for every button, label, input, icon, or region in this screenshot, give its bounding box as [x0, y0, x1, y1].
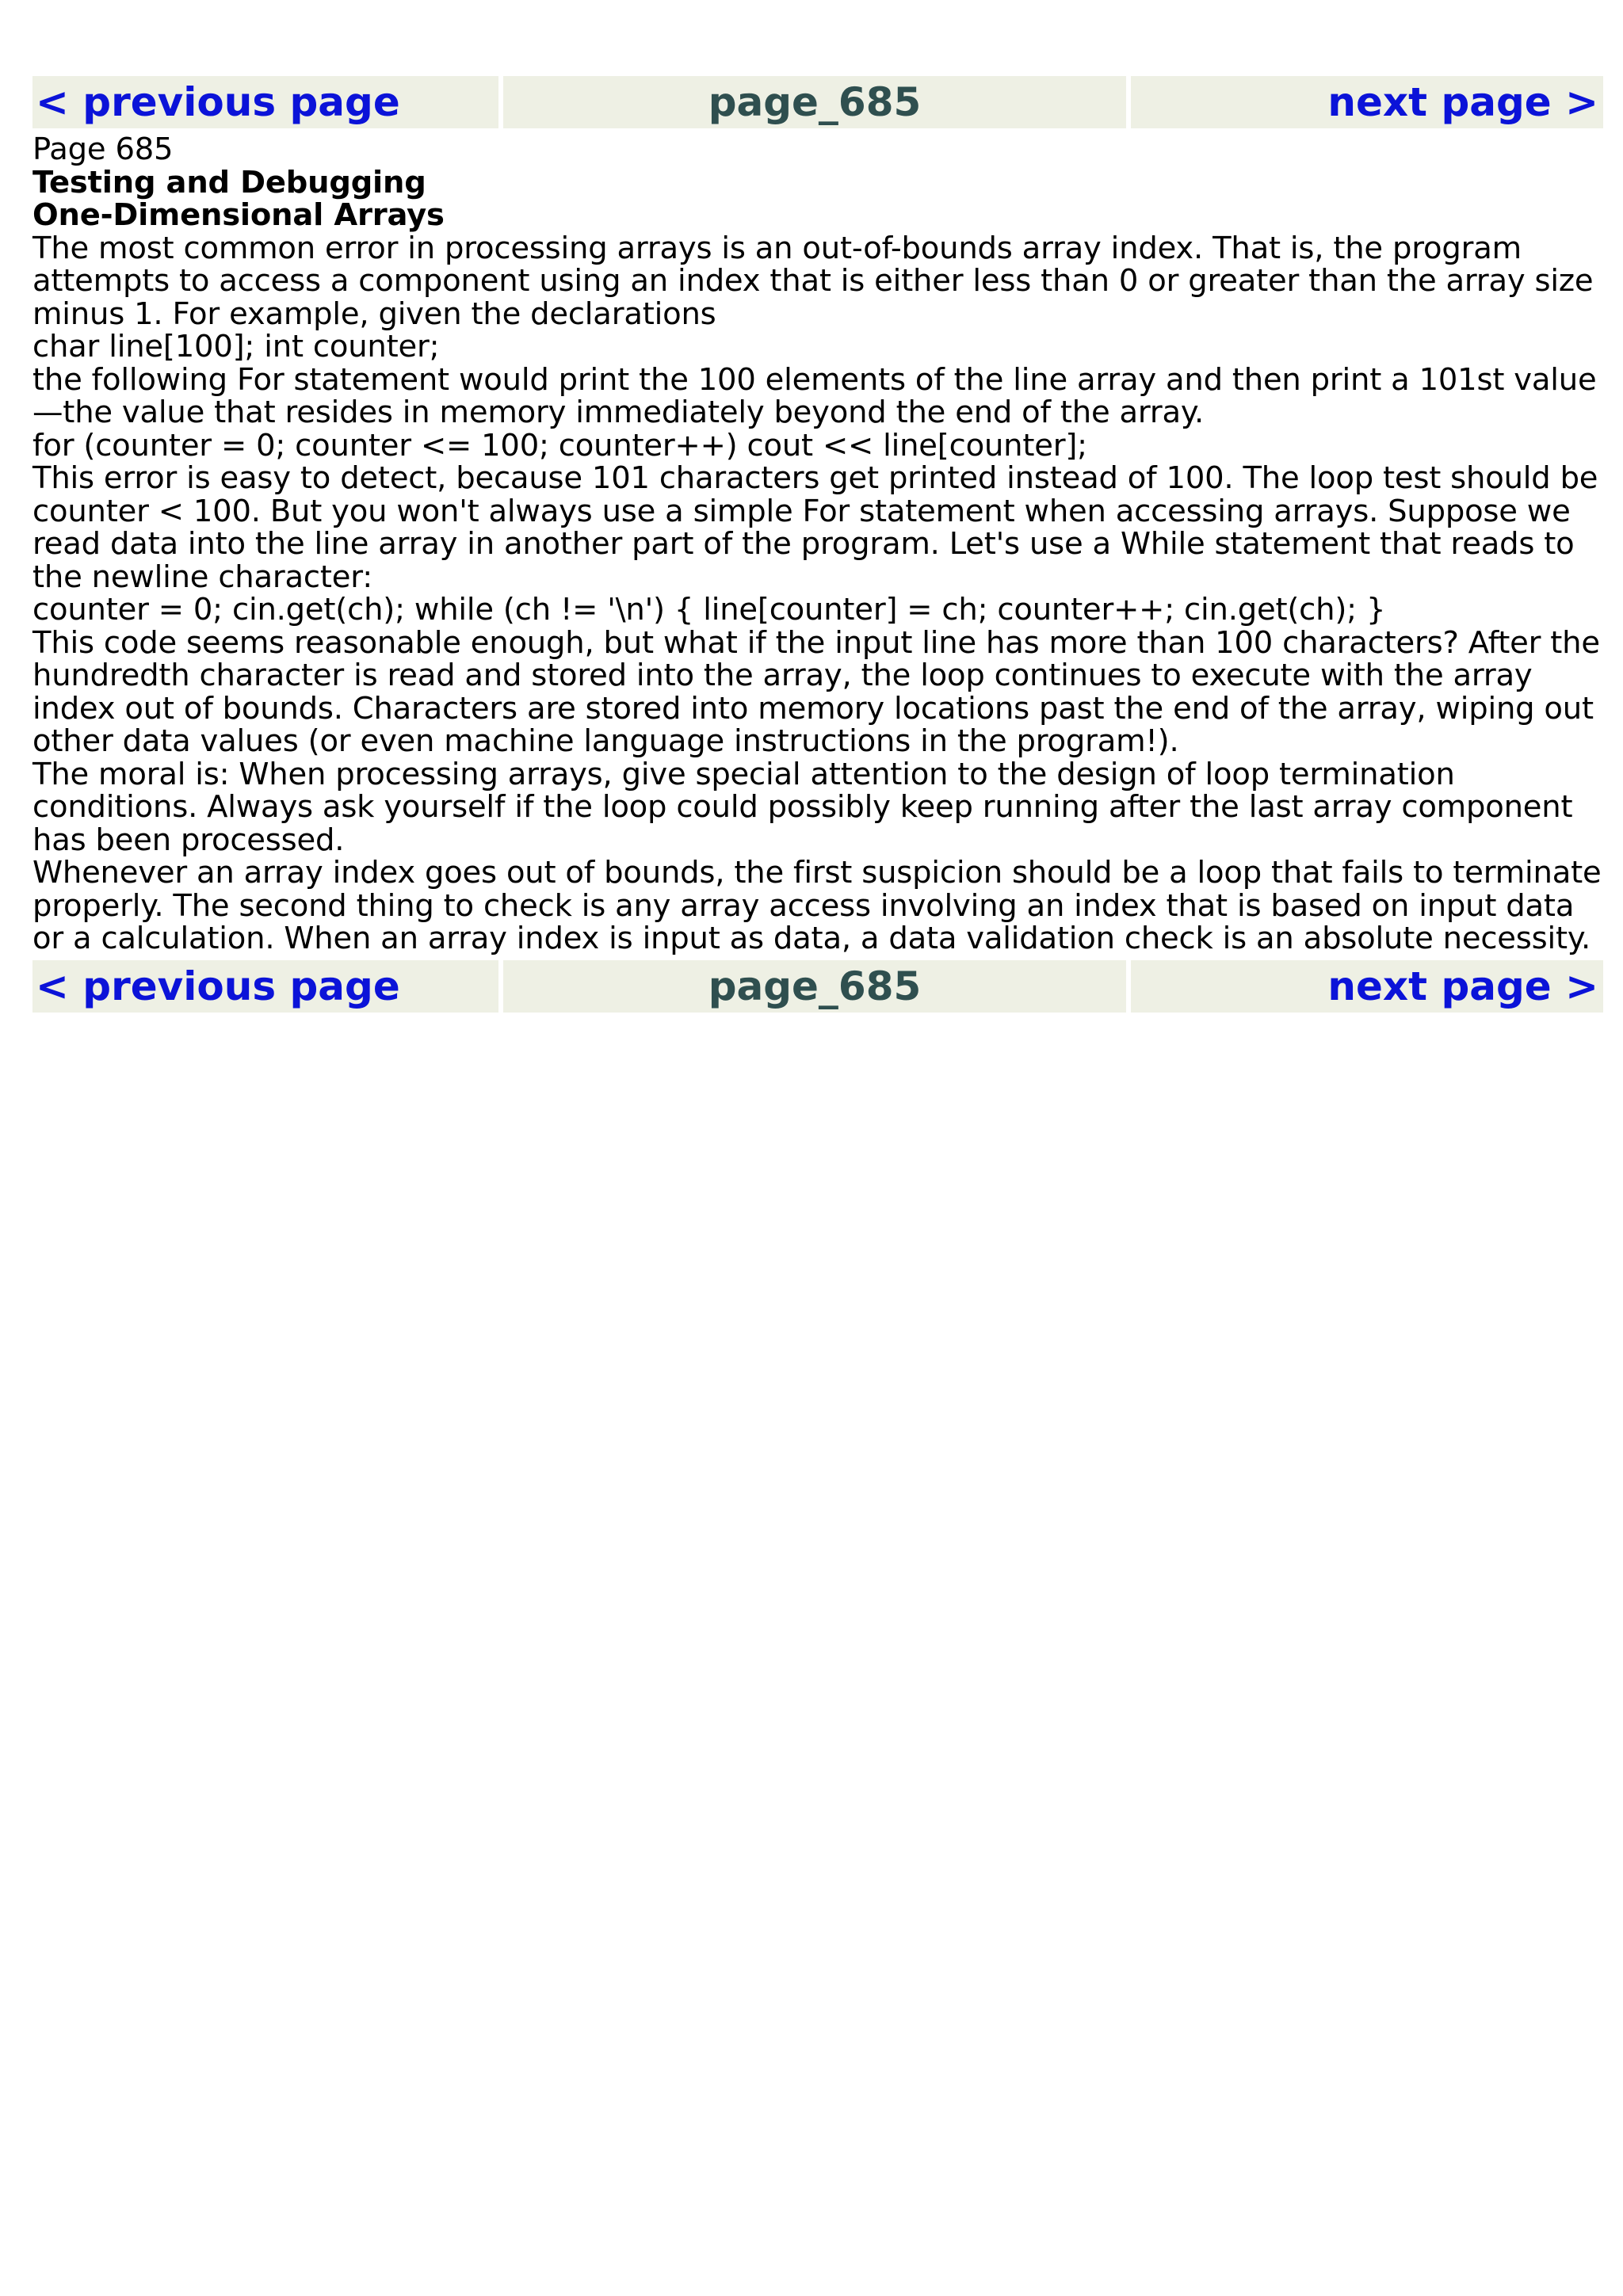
- paragraph-overflow: This code seems reasonable enough, but what if the input line has more than 100 characters? After the hundredth character is read and stored into the array, the loop continues to execute with the array index out of bounds. Characters are stored into memory locations past the end of the array, wiping out other data values (or even machine language instructions in the program!).: [32, 624, 1600, 759]
- page-content: [32, 128, 1603, 960]
- paragraph-suspicion: Whenever an array index goes out of bounds, the first suspicion should be a loop that fails to terminate properly. The second thing to check is any array access involving an index that is based on input data or a calculation. When an array index is input as data, a data validation check is an absolute necessity.: [32, 855, 1602, 956]
- paragraph-intro: The most common error in processing arrays is an out-of-bounds array index. That is, the program attempts to access a component using an index that is either less than 0 or greater than the array size minus 1. For example, given the declarations: [32, 230, 1594, 332]
- bottom-page-id-cell: [503, 960, 1126, 1013]
- code-while-loop: counter = 0; cin.get(ch); while (ch != '\n') { line[counter] = ch; counter++; cin.get(ch); }: [32, 592, 1386, 627]
- page-label: Page 685: [32, 132, 174, 167]
- bottom-page-id: page_685: [708, 963, 922, 1009]
- page: [32, 76, 1603, 1013]
- top-page-id-cell: [503, 76, 1126, 128]
- paragraph-error-detect: This error is easy to detect, because 101 characters get printed instead of 100. The loop test should be counter < 100. But you won't always use a simple For statement when accessing arrays. Suppose we read data into the line array in another part of the program. Let's use a While statement that reads to the newline character:: [32, 460, 1598, 595]
- top-previous-page-link[interactable]: < previous page: [36, 79, 400, 125]
- code-declarations: char line[100]; int counter;: [32, 329, 440, 364]
- top-page-id: page_685: [708, 79, 922, 125]
- subsection-title: One-Dimensional Arrays: [32, 197, 445, 233]
- top-next-cell: [1131, 76, 1603, 128]
- top-previous-cell: [32, 76, 498, 128]
- code-for-loop: for (counter = 0; counter <= 100; counter++) cout << line[counter];: [32, 427, 1087, 463]
- bottom-previous-page-link[interactable]: < previous page: [36, 963, 400, 1009]
- bottom-next-cell: [1131, 960, 1603, 1013]
- top-navigation-bar: [32, 76, 1603, 128]
- bottom-next-page-link[interactable]: next page >: [1327, 963, 1598, 1009]
- paragraph-moral: The moral is: When processing arrays, give special attention to the design of loop termination conditions. Always ask yourself if the loop could possibly keep running after the last array component has been processed.: [32, 756, 1573, 858]
- bottom-navigation-bar: [32, 960, 1603, 1013]
- top-next-page-link[interactable]: next page >: [1327, 79, 1598, 125]
- bottom-previous-cell: [32, 960, 498, 1013]
- section-title: Testing and Debugging: [32, 164, 426, 200]
- paragraph-for-statement: the following For statement would print the 100 elements of the line array and then print a 101st value—the value that resides in memory immediately beyond the end of the array.: [32, 361, 1597, 430]
